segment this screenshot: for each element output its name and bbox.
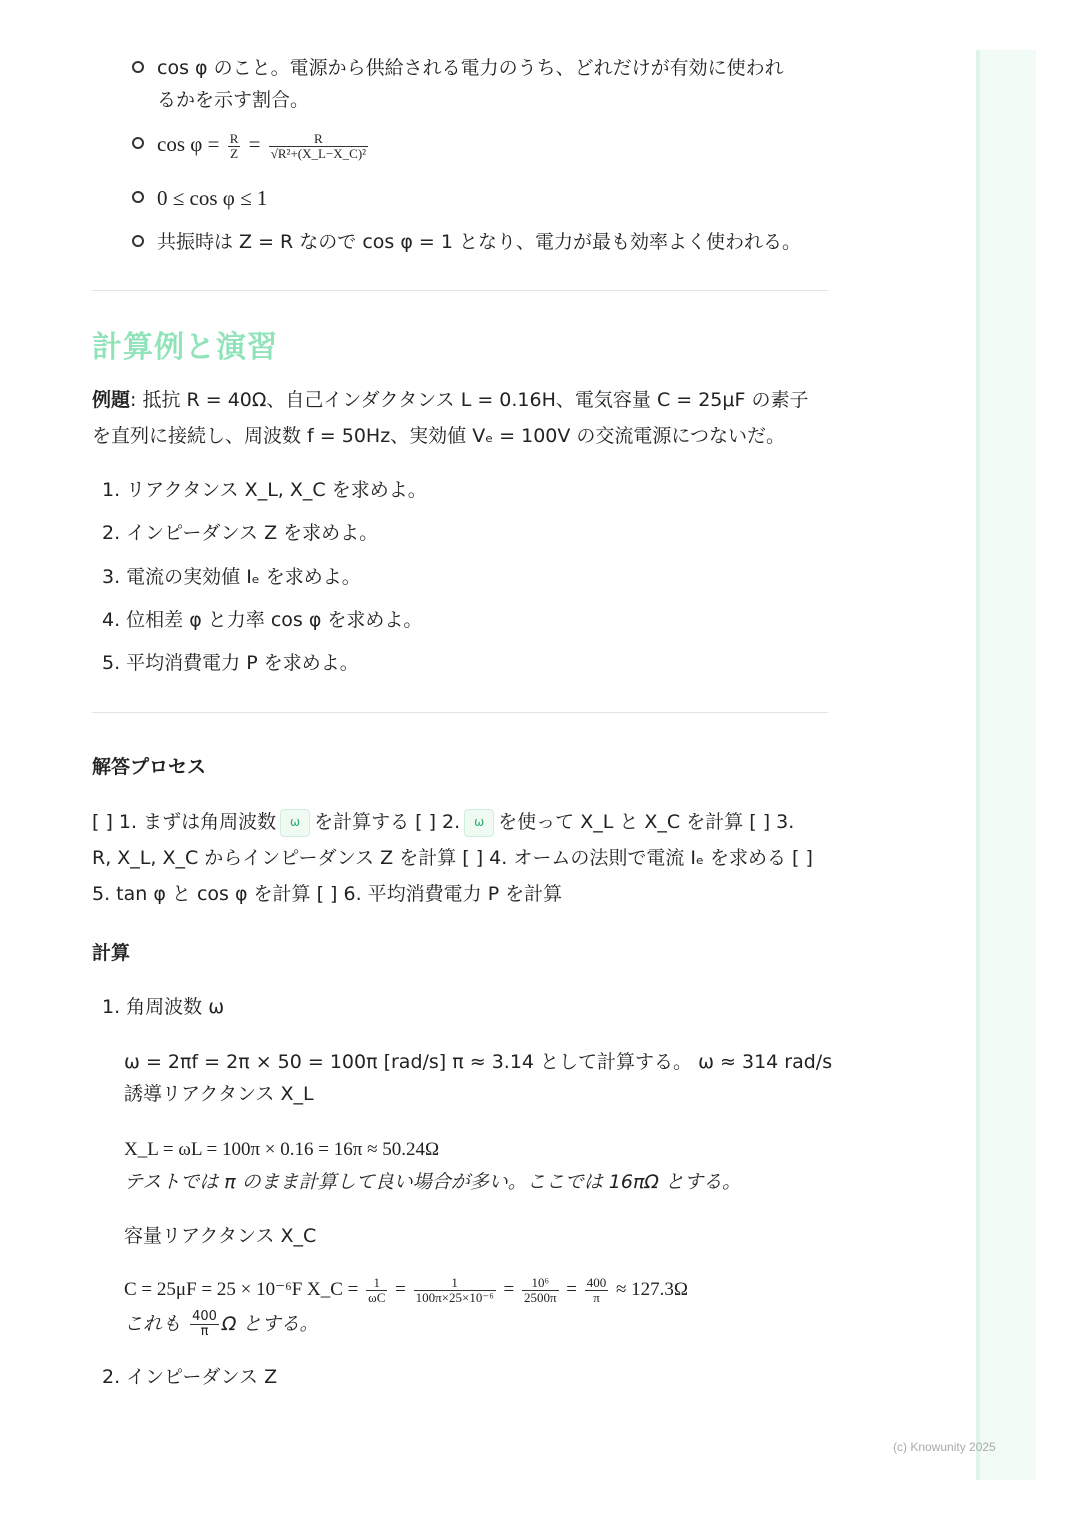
copyright-footer: (c) Knowunity 2025	[893, 1440, 996, 1454]
example-line2: を直列に接続し、周波数 f = 50Hz、実効値 Vₑ = 100V の交流電源につないだ。	[92, 425, 786, 447]
range-text: 0 ≤ cos φ ≤ 1	[157, 186, 268, 210]
question-item: 3. 電流の実効値 Iₑ を求めよ。	[102, 566, 361, 588]
xl-calculation: X_L = ωL = 100π × 0.16 = 16π ≈ 50.24Ω	[124, 1139, 440, 1160]
fraction: $\frac{400}{\pi}$	[586, 1275, 607, 1306]
fraction: $\frac{\text{10⁶}}{2500\pi}$	[523, 1275, 557, 1306]
calc-step-2: 2. インピーダンス Z	[102, 1366, 278, 1388]
bullet-text-line1: cos φ のこと。電源から供給される電力のうち、どれだけが有効に使われ	[157, 57, 784, 79]
divider	[92, 290, 828, 291]
xl-label: 誘導リアクタンス X_L	[124, 1083, 314, 1105]
process-steps: [ ] 1. まずは角周波数 ω を計算する [ ] 2. ω を使って X_L と X_C を計算 [ ] 3. R, X_L, X_C からインピーダンス Z を計算 [ ] 4. オームの法則で電流 Iₑ を求める [ ] 5. tan φ と cos φ を計算 [ ] 6. 平均消費電力 P を計算	[92, 804, 832, 912]
bullet-circle-icon	[132, 61, 144, 73]
omega-calculation: ω = 2πf = 2π × 50 = 100π [rad/s] π ≈ 3.14 として計算する。 ω ≈ 314 rad/s	[124, 1051, 833, 1073]
omega-chip[interactable]: ω	[464, 809, 494, 837]
question-item: 5. 平均消費電力 P を求めよ。	[102, 652, 359, 674]
xc-calculation: C = 25μF = 25 × 10⁻⁶F X_C = $\frac{1}{\omega C}$ = $\frac{1}{\text{100π×25×10⁻⁶}}$ = $\frac{\text{10⁶}}{2500\pi}$ = $\frac{400}{\pi}$ ≈ 127.3Ω	[124, 1275, 689, 1306]
fraction-r-over-z: $\frac{R}{Z}$	[229, 130, 239, 161]
fraction: $\frac{1}{\omega C}$	[368, 1275, 386, 1306]
bullet-circle-icon	[132, 235, 144, 247]
calc-title: 計算	[92, 942, 131, 964]
bullet-circle-icon	[132, 137, 144, 149]
xc-label: 容量リアクタンス X_C	[124, 1225, 317, 1247]
section-title: 計算例と演習	[92, 330, 278, 365]
question-item: 2. インピーダンス Z を求めよ。	[102, 522, 379, 544]
question-item: 1. リアクタンス X_L, X_C を求めよ。	[102, 479, 427, 501]
process-line2: R, X_L, X_C からインピーダンス Z を計算 [ ] 4. オームの法則で電流 Iₑ を求める [ ]	[92, 847, 813, 869]
example-problem	[92, 382, 832, 454]
xl-note: テストでは π のまま計算して良い場合が多い。ここでは 16πΩ とする。	[124, 1171, 741, 1193]
bullet-circle-icon	[132, 191, 144, 203]
resonance-text: 共振時は Z = R なので cos φ = 1 となり、電力が最も効率よく使われる。	[157, 231, 802, 253]
example-line1: : 抵抗 R = 40Ω、自己インダクタンス L = 0.16H、電気容量 C = 25μF の素子	[130, 389, 809, 411]
fraction-r-over-impedance: $\frac{R}{\text{√R²+(X\_L−X\_C)²}}$	[270, 130, 367, 161]
fraction: $\frac{400}{\pi}$	[192, 1309, 217, 1339]
example-label: 例題	[92, 389, 131, 411]
fraction: $\frac{1}{\text{100π×25×10⁻⁶}}$	[415, 1275, 494, 1306]
process-title: 解答プロセス	[92, 756, 207, 778]
calc-step-1: 1. 角周波数 ω	[102, 996, 225, 1018]
bullet-text-line2: るかを示す割合。	[157, 89, 310, 111]
process-line3: 5. tan φ と cos φ を計算 [ ] 6. 平均消費電力 P を計算	[92, 883, 563, 905]
xc-note: これも $\frac{400}{\pi}$ Ω とする。	[124, 1309, 319, 1339]
omega-chip[interactable]: ω	[280, 809, 310, 837]
formula-lhs: cos φ =	[157, 132, 225, 156]
divider	[92, 712, 828, 713]
question-item: 4. 位相差 φ と力率 cos φ を求めよ。	[102, 609, 423, 631]
side-margin-strip	[976, 50, 1036, 1480]
